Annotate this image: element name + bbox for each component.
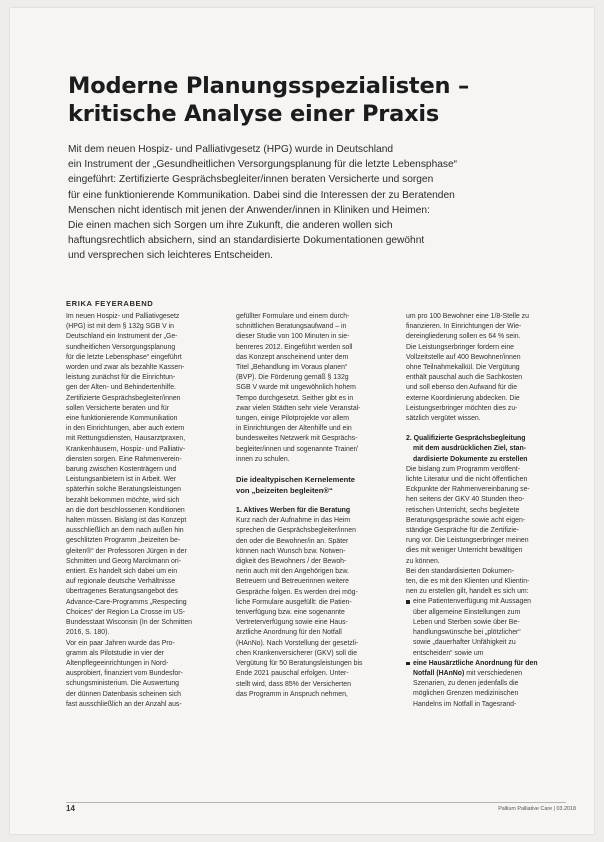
text-line: halten müssen. Bislang ist das Konzept (66, 517, 187, 525)
text-line: stellt wird, dass 85% der Versicherten (236, 680, 351, 688)
text-line: Die einen machen sich Sorgen um ihre Zukunft, die anderen wollen sich (68, 220, 393, 232)
footer-rule (66, 802, 566, 803)
page-number: 14 (66, 804, 75, 813)
text-line: tungen, einige Pilotprojekte vor allem (236, 415, 349, 423)
text-line: Titel „Behandlung im Voraus planen“ (236, 364, 348, 372)
text-line: tenverfügung bzw. eine sogenannte (236, 609, 345, 617)
subheading-line: von „beizeiten begleiten®“ (236, 485, 333, 495)
text-line: sundheitlichen Versorgungsplanung (66, 343, 176, 351)
text-line: Leistungserbringer möchten dies zu- (406, 404, 518, 412)
text-line: Im neuen Hospiz- und Palliativgesetz (66, 313, 180, 320)
text-line: ständige Gespräche für die Zertifizie- (406, 527, 519, 535)
text-line: Vertreterverfügung sowie eine Haus- (236, 619, 348, 627)
text-line: dereingliederung sollen es 64 % sein. (406, 333, 521, 341)
text-line: ausprobiert, finanziert vom Bundesfor- (66, 670, 183, 678)
text-line: eine Patientenverfügung mit Aussagen (413, 598, 531, 606)
text-line: eine funktionierende Kommunikation (66, 415, 178, 423)
text-line: bezahlt bekommen möchte, wird sich (66, 496, 180, 504)
text-line: entiert. Es handelt sich dabei um ein (66, 568, 178, 576)
text-line: Vor ein paar Jahren wurde das Pro- (66, 639, 175, 647)
text-line: ärztliche Anordnung für den Notfall (236, 629, 342, 637)
text-line: für die letzte Lebensphase“ eingeführt (66, 353, 182, 361)
text-line: Advance-Care-Programms „Respecting (66, 598, 187, 606)
text-line: Tempo durchgesetzt. Seither gibt es in (236, 394, 354, 402)
text-line: Bei den standardisierten Dokumen- (406, 567, 515, 575)
text-line: leistung zunächst für die Einrichtun- (66, 374, 176, 382)
list-item-lead: eine Hausärztliche Anordnung für den (413, 659, 538, 667)
text-line: Kurz nach der Aufnahme in das Heim (236, 517, 351, 525)
text-line: digkeit des Bewohners / der Bewoh- (236, 558, 347, 566)
text-line: finanzieren. In Einrichtungen der Wie- (406, 323, 522, 331)
text-line: Eckpunkte der Rahmenvereinbarung se- (406, 486, 530, 494)
text-line: Deutschland ein Instrument der „Ge- (66, 333, 178, 341)
text-column-2 (236, 312, 396, 700)
text-line: Schmitten und Georg Marckmann ori- (66, 557, 181, 565)
text-line: möglichen Grenzen medizinischen (413, 690, 519, 698)
item-heading-line: mit dem ausdrücklichen Ziel, stan- (413, 445, 526, 453)
text-line: zwar vielen Städten sehr viele Veranstal- (236, 404, 361, 412)
text-line: nen zu erstellen gilt, handelt es sich um: (406, 588, 529, 596)
text-line: SGB V wurde mit ungewöhnlich hohem (236, 384, 356, 392)
text-line: ausschließlich an dem nach außen hin (66, 527, 184, 535)
text-line: geschlitzten Programm „beizeiten be- (66, 537, 181, 545)
text-line: späterhin solche Beratungsleistungen (66, 486, 181, 494)
text-line: Bundesstaat Wisconsin (In der Schmitten (66, 619, 193, 627)
text-line: das Konzept anscheinend unter dem (236, 353, 349, 361)
text-line: können nach Wunsch bzw. Notwen- (236, 547, 346, 555)
text-line: 2016, S. 180). (66, 629, 110, 637)
text-line: mit Rettungsdiensten, Hausarztpraxen, (66, 435, 186, 443)
text-line: ein Instrument der „Gesundheitlichen Versorgungsplanung für die letzte Lebensphase“ (68, 159, 458, 171)
item-heading (406, 434, 566, 465)
text-line: retischen Unterricht, sechs begleitete (406, 506, 520, 514)
text-line: an die dort beschlossenen Konditionen (66, 506, 185, 514)
text-line: hen seitens der GKV 40 Stunden theo- (406, 496, 525, 504)
text-line: in Einrichtungen der Altenhilfe und ein (236, 425, 352, 433)
text-line: nerin auch mit den Angehörigen bzw. (236, 568, 350, 576)
text-line: Szenarien, zu denen jedenfalls die (413, 680, 519, 688)
text-line: worden und zwar als bezahlte Kassen- (66, 364, 185, 372)
text-line: über allgemeine Einstellungen zum (413, 608, 521, 616)
text-line: Choices“ der Region La Crosse im US- (66, 608, 186, 616)
text-line: handlungswünsche bei „plötzlicher“ (413, 629, 521, 637)
list-item-text: mit verschiedenen (466, 669, 523, 677)
article-lead (68, 142, 538, 264)
text-line: (BVP). Die Förderung gemäß § 132g (236, 374, 349, 382)
text-line: ten, die es mit den Klienten und Klientin- (406, 578, 530, 586)
text-line: gleiten®“ der Professoren Jürgen in der (66, 547, 187, 555)
text-column-1 (66, 312, 226, 710)
title-line: kritische Analyse einer Praxis (68, 101, 440, 127)
text-line: in den Einrichtungen, aber auch extern (66, 425, 185, 433)
text-line: Menschen nicht identisch mit jenen der Anwender/innen in Kliniken und Heimen: (68, 204, 430, 216)
text-line: Vollzeitstelle auf 400 Bewohner/innen (406, 353, 521, 361)
text-line: gefüllter Formulare und einem durch- (236, 313, 350, 320)
list-item (406, 659, 566, 710)
journal-footer: Pallium Palliative Care | 03.2018 (498, 806, 576, 812)
text-line: übertragenes Beratungsangebot des (66, 588, 178, 596)
text-line: externe Koordinierung abdecken. Die (406, 394, 520, 402)
item-heading-line: dardisierte Dokumente zu erstellen (413, 455, 528, 463)
item-heading: 1. Aktives Werben für die Beratung (236, 507, 351, 515)
text-line: dieser Studie von 100 Minuten in sie- (236, 333, 350, 341)
text-line: diensten sorgen. Eine Rahmenverein- (66, 455, 182, 463)
text-line: dies mit weniger Unterricht bewältigen (406, 547, 523, 555)
text-line: Beratungsgespräche sowie acht eigen- (406, 516, 526, 524)
text-line: Die Leistungserbringer fordern eine (406, 343, 515, 351)
text-line: gen der Alten- und Behindertenhilfe. (66, 384, 176, 392)
text-line: innen zu schulen. (236, 455, 290, 463)
text-line: benreres 2012. Eingeführt werden soll (236, 343, 353, 351)
text-line: liche Formulare ausgefüllt: die Patien- (236, 598, 352, 606)
text-line: der dünnen Datenbasis scheinen sich (66, 690, 181, 698)
text-line: gramm als Pilotstudie in vier der (66, 649, 165, 657)
text-line: (HAnNo). Nach Vorstellung der gesetzli- (236, 639, 359, 647)
text-line: um pro 100 Bewohner eine 1/8-Stelle zu (406, 313, 529, 320)
text-line: Krankenhäusern, Hospiz- und Palliativ- (66, 445, 186, 453)
text-line: das Programm in Anspruch nehmen, (236, 690, 348, 698)
text-line: barung zwischen Kostenträgern und (66, 466, 177, 474)
text-line: entscheiden“ sowie um (413, 649, 484, 657)
text-line: Ende 2021 pauschal erfolgen. Unter- (236, 670, 349, 678)
text-line: Die bislang zum Programm veröffent- (406, 465, 520, 473)
text-line: eingeführt: Zertifizierte Gesprächsbegleiter/innen beraten Versicherte und sorgen (68, 174, 434, 186)
section-subheading (236, 475, 396, 496)
text-line: schnittlichen Beratungsaufwand – in (236, 323, 347, 331)
article-title (68, 72, 548, 128)
author-name: ERIKA FEYERABEND (66, 299, 154, 308)
text-line: haftungsrechtlich absichern, sind an standardisierte Dokumentationen gewöhnt (68, 235, 425, 247)
text-line: Leben und Sterben sowie über Be- (413, 618, 520, 626)
text-line: den oder die Bewohner/in an. Später (236, 537, 349, 545)
text-line: Vergütung für 50 Beratungsleistungen bis (236, 660, 363, 668)
text-line: Gespräche folgen. Es werden drei mög- (236, 588, 358, 596)
text-line: (HPG) ist mit dem § 132g SGB V in (66, 323, 174, 331)
text-line: Mit dem neuen Hospiz- und Palliativgesetz (HPG) wurde in Deutschland (68, 144, 394, 155)
title-line: Moderne Planungsspezialisten – (68, 73, 470, 99)
text-line: Altenpflegeeinrichtungen in Nord- (66, 659, 169, 667)
text-line: Zertifizierte Gesprächsbegleiter/innen (66, 394, 181, 402)
text-column-3 (406, 312, 566, 710)
text-line: schungsministerium. Die Auswertung (66, 680, 179, 688)
text-line: chen Krankenversicherer (GKV) soll die (236, 649, 358, 657)
text-line: sollen Versicherte beraten und für (66, 404, 170, 412)
text-line: begleiter/innen und sogenannte Trainer/ (236, 445, 358, 453)
text-line: sprechen die Gesprächsbegleiter/innen (236, 527, 356, 535)
text-line: rung vor. Die Leistungserbringer meinen (406, 537, 529, 545)
text-line: bundesweites Netzwerk mit Gesprächs- (236, 435, 358, 443)
text-line: ohne Teilnahmekalkül. Die Vergütung (406, 364, 520, 372)
subheading-line: Die idealtypischen Kernelemente (236, 475, 356, 485)
text-line: Handelns im Notfall in Tagesrand- (413, 700, 517, 708)
text-line: lichte Literatur und die nicht öffentlichen (406, 476, 528, 484)
text-line: Betreuern und Betreuerinnen weitere (236, 578, 350, 586)
text-line: fast ausschließlich an der Anzahl aus- (66, 700, 182, 708)
text-line: und soll ebenso den Aufwand für die (406, 384, 518, 392)
text-line: für eine funktionierende Kommunikation. Dabei sind die Interessen der zu Beratenden (68, 189, 455, 201)
list-item (406, 597, 566, 658)
text-line: zu können. (406, 557, 440, 565)
text-line: sowie „dauerhafter Unfähigkeit zu (413, 639, 516, 647)
text-line: und versprechen sich leichteres Entscheiden. (68, 250, 273, 262)
list-item-lead: Notfall (HAnNo) (413, 669, 465, 677)
text-line: sätzlich vergütet wissen. (406, 415, 481, 423)
text-line: auf regionale deutsche Verhältnisse (66, 578, 176, 586)
item-heading-line: 2. Qualifizierte Gesprächsbegleitung (406, 435, 526, 443)
text-line: Leistungsanbietern ist in Arbeit. Wer (66, 476, 177, 484)
text-line: enthält pauschal auch die Sachkosten (406, 374, 523, 382)
